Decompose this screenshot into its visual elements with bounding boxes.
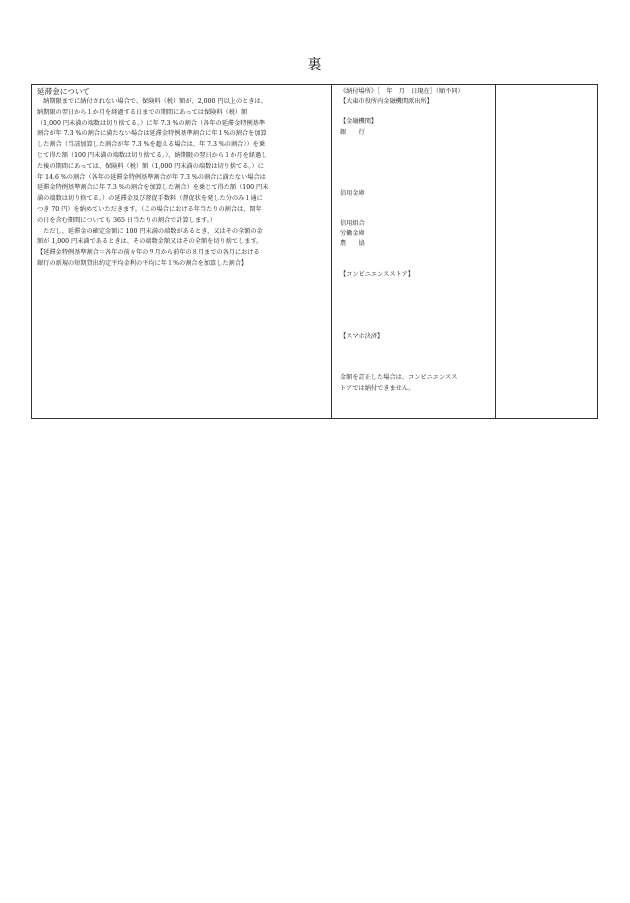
late-fee-column	[32, 85, 332, 418]
bank-label: 銀 行	[340, 128, 365, 136]
agricultural-coop-label: 農 協	[340, 240, 365, 248]
form-table	[31, 84, 598, 419]
payment-location-column	[332, 85, 496, 418]
late-fee-body: 納期限までに納付されない場合で、保険料（税）額が、2,000 円以上のときは、 納期限の翌日から１か月を経過する日までの期間にあっては保険料（税）額 （1,000 円未満の端数は切り捨てる。）に年 7.3 %の割合（各年の延滞金特例基準 割合が年 7.3 %の割合に満たない場合は延滞金特例基準割合に年１%の割合を加算 した割合（当該加算した割合が年 7.3 %を超える場合は、年 7.3 %の割合））を乗 じて得た額（100 円未満の端数は切り捨てる。）、納期限の翌日から１か月を経過し た後の期間にあっては、保険料（税）額（1,000 円未満の端数は切り捨てる。）に 年 14.6 %の割合（各年の延滞金特例基準割合が年 7.3 %の割合に満たない場合は 延滞金特例基準割合に年 7.3 %の割合を加算した割合）を乗じて得た額（100 円未 満の端数は切り捨てる。）の延滞金及び督促手数料（督促状を発した分のみ１通に つき 70 円）を納めていただきます。（この場合における年当たりの割合は、閏年 の日を含む期間についても 365 日当たりの割合で計算します。） ただし、延滞金の確定金額に 100 円未満の端数があるとき、又はその全額の金 額が 1,000 円未満であるときは、その端数金額又はその全額を切り捨てします。 【延滞金特例基準割合＝各年の前々年の９月から前年の８月までの各月における 銀行の新規の短期貸出約定平均金利の平均に年１%の割合を加算した割合】	[37, 98, 269, 267]
late-fee-title: 延滞金について	[37, 87, 91, 96]
credit-union-label: 信用組合	[340, 220, 365, 228]
financial-institutions-heading: 【金融機関】	[340, 118, 378, 126]
shinkin-label: 信用金庫	[340, 189, 365, 197]
page-heading: 裏	[307, 57, 323, 73]
correction-note: 金額を訂正した場合は、コンビニエンスス トアでは納付できません。	[340, 374, 458, 392]
blank-column	[496, 85, 597, 418]
payment-location-header: 《納付場所》［ 年 月 日現在］（順不同）	[340, 88, 464, 95]
city-hall-branch-label: 【大東市役所内金融機関派出所】	[340, 98, 433, 106]
convenience-store-heading: 【コンビニエンスストア】	[340, 270, 414, 278]
labor-bank-label: 労働金庫	[340, 230, 365, 238]
smartphone-payment-heading: 【スマホ決済】	[340, 332, 384, 340]
